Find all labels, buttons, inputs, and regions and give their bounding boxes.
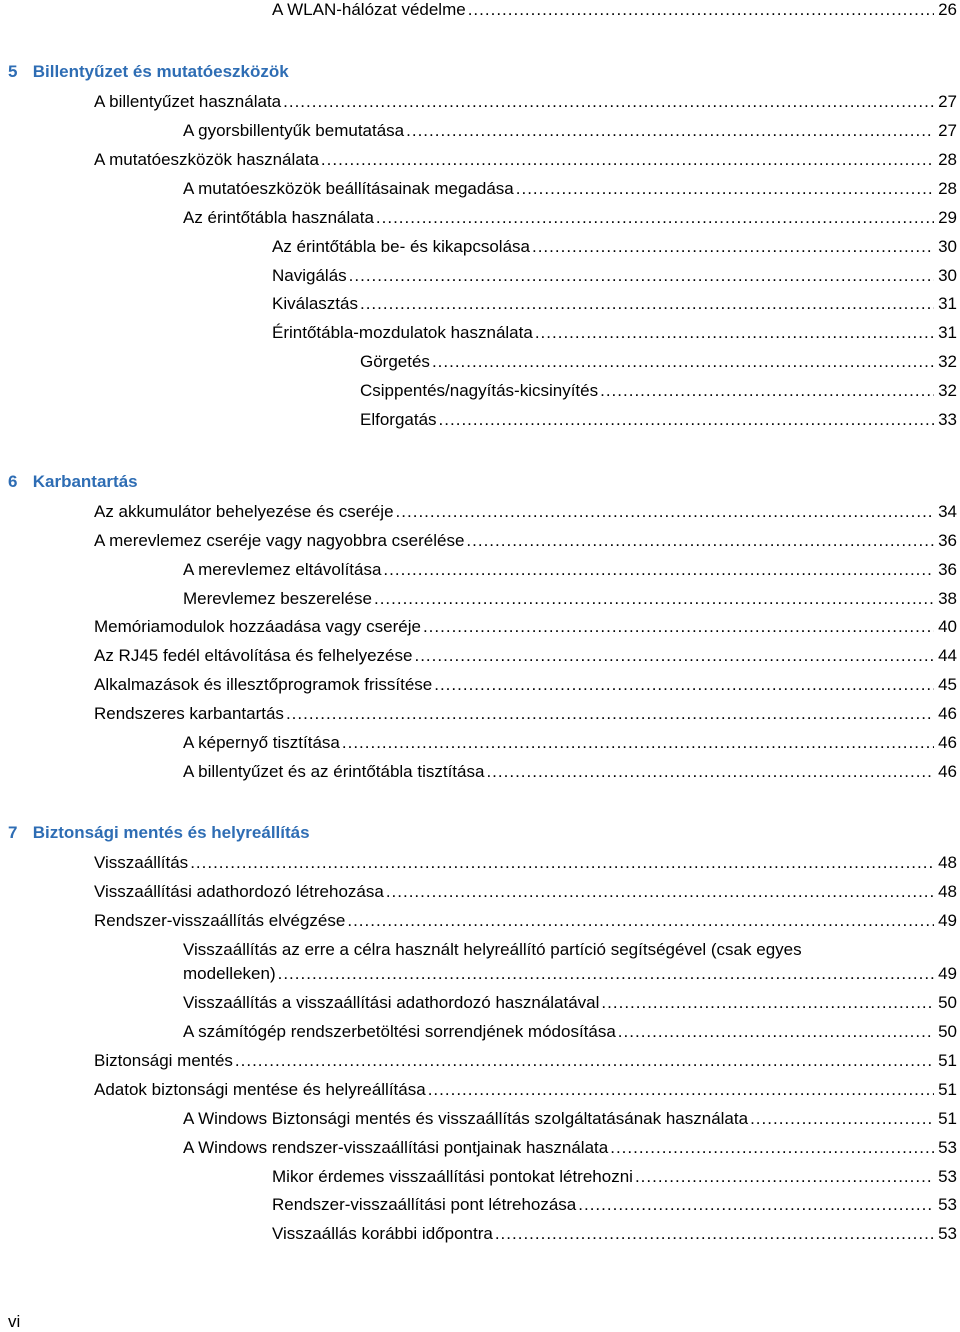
toc-entry-page: 50 xyxy=(938,1022,957,1041)
toc-leader-dots xyxy=(516,177,934,201)
toc-leader-dots xyxy=(374,587,934,611)
toc-entry[interactable] xyxy=(272,0,957,22)
toc-entry[interactable] xyxy=(272,1165,957,1189)
toc-entry[interactable] xyxy=(94,529,957,553)
toc-entry-page: 49 xyxy=(938,964,957,983)
toc-entry-page: 46 xyxy=(938,733,957,752)
toc-entry-title: Rendszer-visszaállítási pont létrehozása xyxy=(272,1195,577,1214)
toc-entry[interactable] xyxy=(94,851,957,875)
toc-entry-title: Kiválasztás xyxy=(272,294,358,313)
toc-entry-page: 26 xyxy=(938,0,957,19)
toc-entry[interactable] xyxy=(272,1222,957,1246)
toc-entry-page: 45 xyxy=(938,675,957,694)
toc-entry-title: Adatok biztonsági mentése és helyreállítása xyxy=(94,1080,426,1099)
toc-entry[interactable] xyxy=(94,1078,957,1102)
toc-entry-title-line1: Visszaállítás az erre a célra használt helyreállító partíció segítségével (csak egyes xyxy=(183,940,802,959)
toc-entry-title: A billentyűzet használata xyxy=(94,92,282,111)
toc-entry-page: 49 xyxy=(938,911,957,930)
toc-entry-title: A billentyűzet és az érintőtábla tisztítása xyxy=(183,762,485,781)
toc-entry-page: 27 xyxy=(938,121,957,140)
toc-entry[interactable] xyxy=(183,1020,957,1044)
toc-entry-page: 36 xyxy=(938,560,957,579)
toc-entry-title: Az RJ45 fedél eltávolítása és felhelyezése xyxy=(94,646,413,665)
toc-entry[interactable] xyxy=(360,408,957,432)
toc-leader-dots xyxy=(432,350,934,374)
toc-leader-dots xyxy=(376,206,934,230)
toc-leader-dots xyxy=(383,558,934,582)
toc-entry-page: 34 xyxy=(938,502,957,521)
toc-leader-dots xyxy=(349,264,934,288)
toc-entry[interactable] xyxy=(183,760,957,784)
toc-entry-title: Elforgatás xyxy=(360,410,437,429)
chapter-number: 7 xyxy=(8,823,18,842)
toc-entry[interactable] xyxy=(94,1049,957,1073)
toc-leader-dots xyxy=(434,673,934,697)
toc-entry-title: A képernyő tisztítása xyxy=(183,733,340,752)
toc-entry[interactable] xyxy=(183,119,957,143)
toc-leader-dots xyxy=(486,760,934,784)
toc-entry-page: 51 xyxy=(938,1080,957,1099)
toc-entry[interactable] xyxy=(94,148,957,172)
toc-entry[interactable] xyxy=(94,909,957,933)
toc-leader-dots xyxy=(535,321,934,345)
toc-leader-dots xyxy=(610,1136,934,1160)
toc-entry-title: Biztonsági mentés xyxy=(94,1051,233,1070)
toc-leader-dots xyxy=(278,962,934,986)
chapter-title: Karbantartás xyxy=(32,472,138,491)
toc-leader-dots xyxy=(532,235,934,259)
toc-leader-dots xyxy=(347,909,934,933)
toc-entry-title: A gyorsbillentyűk bemutatása xyxy=(183,121,405,140)
toc-entry[interactable] xyxy=(272,292,957,316)
toc-leader-dots xyxy=(495,1222,934,1246)
toc-entry-page: 40 xyxy=(938,617,957,636)
toc-entry-page: 29 xyxy=(938,208,957,227)
toc-entry-title: Alkalmazások és illesztőprogramok frissítése xyxy=(94,675,433,694)
toc-entry-page: 32 xyxy=(938,381,957,400)
toc-leader-dots xyxy=(386,880,934,904)
toc-entry-page: 28 xyxy=(938,150,957,169)
toc-entry-page: 50 xyxy=(938,993,957,1012)
toc-leader-dots xyxy=(360,292,934,316)
toc-entry-page: 31 xyxy=(938,294,957,313)
toc-entry-title: A merevlemez eltávolítása xyxy=(183,560,382,579)
toc-leader-dots xyxy=(635,1165,934,1189)
toc-entry-title: Az akkumulátor behelyezése és cseréje xyxy=(94,502,394,521)
toc-leader-dots xyxy=(600,379,934,403)
toc-leader-dots xyxy=(423,615,934,639)
toc-entry-title: A merevlemez cseréje vagy nagyobbra cserélése xyxy=(94,531,465,550)
toc-entry-page: 53 xyxy=(938,1138,957,1157)
toc-entry-page: 33 xyxy=(938,410,957,429)
toc-entry-title: Érintőtábla-mozdulatok használata xyxy=(272,323,533,342)
toc-entry-page: 28 xyxy=(938,179,957,198)
toc-entry-title: A mutatóeszközök használata xyxy=(94,150,319,169)
toc-entry-title: A számítógép rendszerbetöltési sorrendjének módosítása xyxy=(183,1022,616,1041)
toc-entry[interactable] xyxy=(183,731,957,755)
toc-entry-page: 46 xyxy=(938,704,957,723)
toc-entry-title: Visszaállítási adathordozó létrehozása xyxy=(94,882,384,901)
toc-entry-title: Az érintőtábla be- és kikapcsolása xyxy=(272,237,530,256)
toc-entry-page: 51 xyxy=(938,1109,957,1128)
toc-entry-title: Merevlemez beszerelése xyxy=(183,589,372,608)
toc-entry-page: 53 xyxy=(938,1167,957,1186)
toc-entry-page: 32 xyxy=(938,352,957,371)
toc-entry-title: A Windows rendszer-visszaállítási pontjainak használata xyxy=(183,1138,609,1157)
toc-entry-page: 27 xyxy=(938,92,957,111)
toc-entry[interactable] xyxy=(94,500,957,524)
toc-leader-dots xyxy=(286,702,934,726)
toc-leader-dots xyxy=(406,119,934,143)
toc-entry-page: 46 xyxy=(938,762,957,781)
toc-leader-dots xyxy=(468,0,934,22)
toc-entry-title: Görgetés xyxy=(360,352,430,371)
toc-entry-page: 44 xyxy=(938,646,957,665)
chapter-heading[interactable] xyxy=(8,823,310,843)
toc-entry-title: Visszaállítás xyxy=(94,853,189,872)
toc-entry-title: A Windows Biztonsági mentés és visszaállítás szolgáltatásának használata xyxy=(183,1109,749,1128)
toc-entry-title: Visszaállítás a visszaállítási adathordozó használatával xyxy=(183,993,600,1012)
toc-leader-dots xyxy=(396,500,935,524)
toc-entry-title: Rendszer-visszaállítás elvégzése xyxy=(94,911,346,930)
toc-entry[interactable] xyxy=(272,264,957,288)
toc-entry-title: Rendszeres karbantartás xyxy=(94,704,284,723)
toc-entry-page: 38 xyxy=(938,589,957,608)
toc-leader-dots xyxy=(750,1107,934,1131)
toc-leader-dots xyxy=(578,1193,934,1217)
toc-entry[interactable] xyxy=(272,1193,957,1217)
toc-entry[interactable] xyxy=(360,350,957,374)
toc-entry-page: 53 xyxy=(938,1195,957,1214)
toc-entry[interactable] xyxy=(183,991,957,1015)
toc-entry[interactable] xyxy=(183,938,957,988)
toc-leader-dots xyxy=(321,148,934,172)
toc-entry-title: modelleken) xyxy=(183,964,276,983)
toc-leader-dots xyxy=(466,529,934,553)
toc-entry[interactable] xyxy=(183,587,957,611)
toc-entry-title: A WLAN-hálózat védelme xyxy=(272,0,466,19)
toc-entry-page: 31 xyxy=(938,323,957,342)
toc-leader-dots xyxy=(428,1078,934,1102)
toc-leader-dots xyxy=(235,1049,934,1073)
toc-entry[interactable] xyxy=(360,379,957,403)
chapter-title: Billentyűzet és mutatóeszközök xyxy=(32,62,289,81)
toc-entry[interactable] xyxy=(183,1136,957,1160)
toc-leader-dots xyxy=(283,90,934,114)
page-number-footer: vi xyxy=(8,1312,21,1331)
toc-entry-title: Visszaállás korábbi időpontra xyxy=(272,1224,493,1243)
chapter-number: 5 xyxy=(8,62,18,81)
toc-leader-dots xyxy=(439,408,935,432)
toc-entry[interactable] xyxy=(183,558,957,582)
toc-leader-dots xyxy=(414,644,934,668)
toc-entry[interactable] xyxy=(183,177,957,201)
chapter-heading[interactable] xyxy=(8,472,138,492)
toc-entry-title: Memóriamodulok hozzáadása vagy cseréje xyxy=(94,617,421,636)
toc-entry-page: 48 xyxy=(938,882,957,901)
toc-entry-title: Navigálás xyxy=(272,266,347,285)
toc-entry-title: Mikor érdemes visszaállítási pontokat létrehozni xyxy=(272,1167,633,1186)
toc-entry-title: Az érintőtábla használata xyxy=(183,208,374,227)
toc-entry[interactable] xyxy=(94,615,957,639)
toc-entry[interactable] xyxy=(183,206,957,230)
toc-entry[interactable] xyxy=(94,90,957,114)
toc-entry-title: A mutatóeszközök beállításainak megadása xyxy=(183,179,514,198)
toc-entry-title-line2 xyxy=(183,962,957,986)
toc-leader-dots xyxy=(342,731,934,755)
toc-leader-dots xyxy=(618,1020,934,1044)
toc-leader-dots xyxy=(601,991,934,1015)
toc-entry[interactable] xyxy=(94,880,957,904)
chapter-number: 6 xyxy=(8,472,18,491)
toc-entry-page: 36 xyxy=(938,531,957,550)
toc-entry[interactable] xyxy=(183,1107,957,1131)
toc-entry[interactable] xyxy=(272,235,957,259)
toc-entry[interactable] xyxy=(94,702,957,726)
toc-entry[interactable] xyxy=(94,673,957,697)
toc-entry[interactable] xyxy=(94,644,957,668)
toc-entry-title: Csippentés/nagyítás-kicsinyítés xyxy=(360,381,599,400)
toc-entry[interactable] xyxy=(272,321,957,345)
chapter-title: Biztonsági mentés és helyreállítás xyxy=(32,823,310,842)
toc-leader-dots xyxy=(190,851,934,875)
chapter-heading[interactable] xyxy=(8,62,289,82)
toc-entry-page: 48 xyxy=(938,853,957,872)
toc-entry-page: 30 xyxy=(938,237,957,256)
toc-entry-page: 53 xyxy=(938,1224,957,1243)
toc-entry-page: 30 xyxy=(938,266,957,285)
toc-entry-page: 51 xyxy=(938,1051,957,1070)
